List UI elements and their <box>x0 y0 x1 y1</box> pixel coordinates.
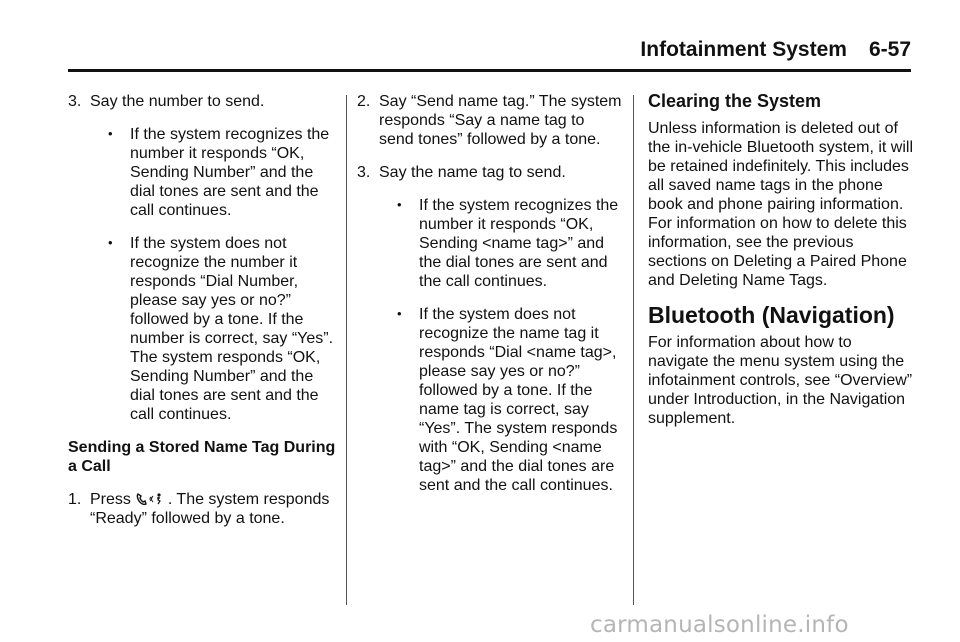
heading-bluetooth-navigation: Bluetooth (Navigation) <box>648 302 895 328</box>
step-3-send-number <box>68 92 336 111</box>
column-divider-1 <box>346 95 347 605</box>
bullet-text: If the system recognizes the number it responds “OK, Sending Number” and the dial tones are sent and the call continues. <box>130 126 330 219</box>
bullet-not-recognize-number <box>108 234 336 424</box>
bullet-icon: • <box>108 235 113 250</box>
section-title: Infotainment System <box>640 38 847 61</box>
paragraph-clearing: Unless information is deleted out of the in-vehicle Bluetooth system, it will be retained indefinitely. This includes all saved name tags in the phone book and phone pairing information. For information on how to delete this information, see the previous sections on Deleting a Paired Phone and Deleting Name Tags. <box>648 120 913 289</box>
step-text <box>90 490 336 528</box>
step-text-post: . The system responds “Ready” followed by a tone. <box>90 491 330 527</box>
step-number: 3. <box>68 93 82 110</box>
column-2 <box>357 92 623 495</box>
watermark: carmanualsonline.info <box>590 612 849 638</box>
step-number: 3. <box>357 164 371 181</box>
bullet-text: If the system recognizes the number it responds “OK, Sending <name tag>” and the dial tones are sent and the call continues. <box>419 197 619 290</box>
column-1 <box>68 92 336 528</box>
heading-clearing-the-system: Clearing the System <box>648 91 822 111</box>
step-number: 1. <box>68 491 82 508</box>
bullet-recognizes-number <box>108 125 336 220</box>
voice-icon <box>149 492 163 506</box>
bullet-icon: • <box>397 306 402 321</box>
bullet-text: If the system does not recognize the name tag it responds “Dial <name tag>, please say yes or no?” followed by a tone. If the name tag is correct, say “Yes”. The system responds with “OK, Sending <name tag>” and the dial tones are sent and the call continues. <box>419 306 618 494</box>
bullet-icon: • <box>397 197 402 212</box>
column-3 <box>648 92 914 428</box>
bullet-icon: • <box>108 126 113 141</box>
step-text: Say the name tag to send. <box>379 164 566 181</box>
step-3-say-name-tag <box>357 163 623 182</box>
subheading-stored-name-tag: Sending a Stored Name Tag During a Call <box>68 439 336 475</box>
phone-icon <box>135 492 149 506</box>
column-divider-2 <box>633 95 634 605</box>
bullet-text: If the system does not recognize the number it responds “Dial Number, please say yes or no?” followed by a tone. If the number is correct, say “Yes”. The system responds “OK, Sending Number” and the dial tones are sent and the call continues. <box>130 235 334 423</box>
step-number: 2. <box>357 93 371 110</box>
page-number: 6-57 <box>868 38 911 61</box>
step-text: Say the number to send. <box>90 93 265 110</box>
header-rule <box>68 69 911 72</box>
step-text: Say “Send name tag.” The system responds “Say a name tag to send tones” followed by a tone. <box>379 93 622 148</box>
step-1-press <box>68 490 336 528</box>
step-text-pre: Press <box>90 491 131 508</box>
step-2-send-name-tag <box>357 92 623 149</box>
page-header <box>560 38 911 62</box>
paragraph-navigation: For information about how to navigate the menu system using the infotainment controls, see “Overview” under Introduction, in the Navigation supplement. <box>648 334 913 427</box>
bullet-not-recognize-name-tag <box>397 305 623 495</box>
bullet-recognizes-name-tag <box>397 196 623 291</box>
